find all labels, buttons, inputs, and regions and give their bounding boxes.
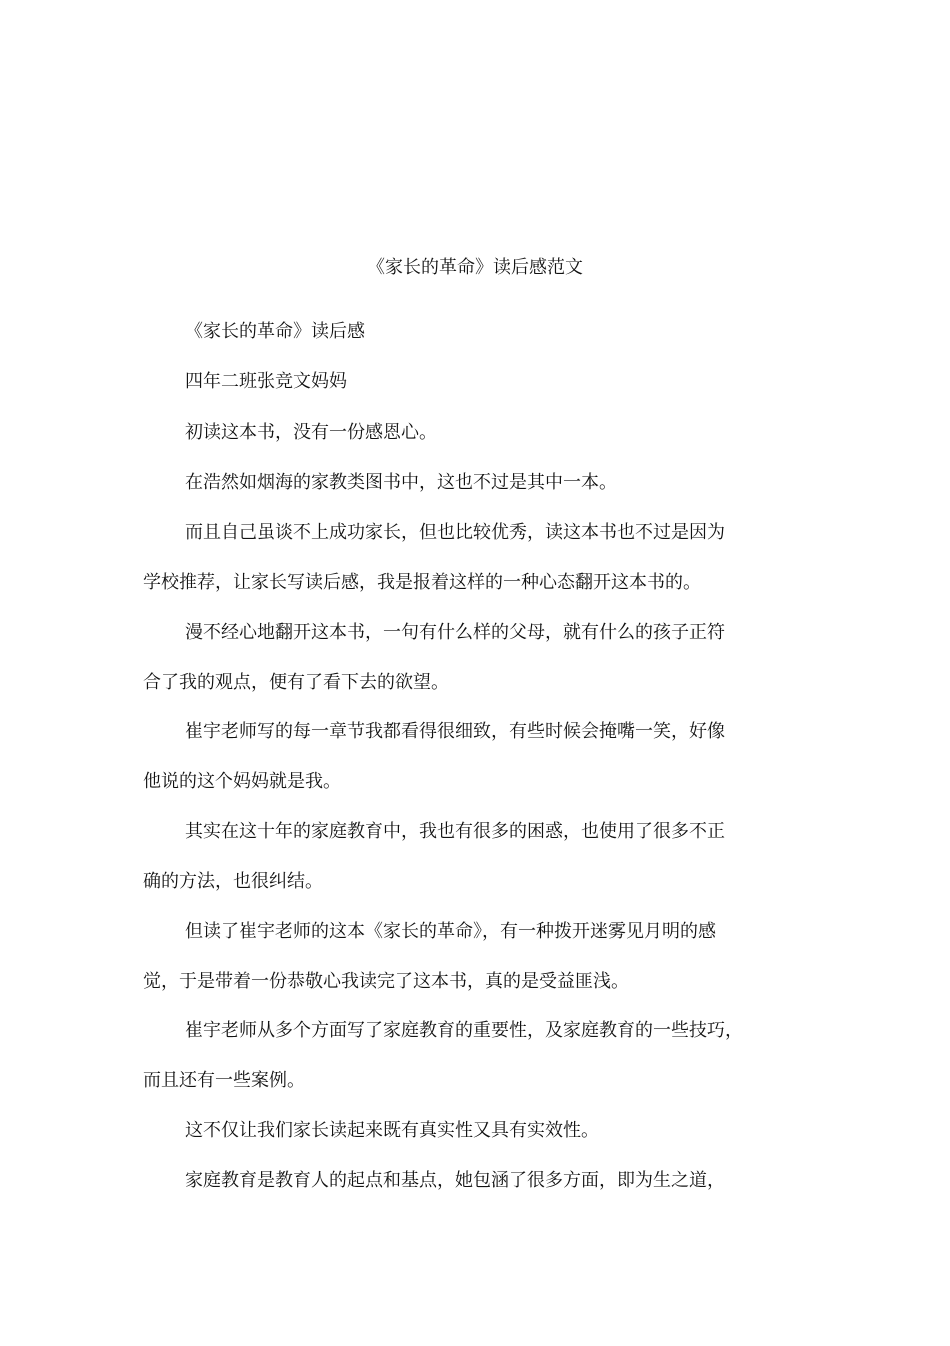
text-line: 崔宇老师写的每一章节我都看得很细致，有些时候会掩嘴一笑，好像	[185, 721, 725, 742]
text-line: 但读了崔宇老师的这本《家长的革命》，有一种拨开迷雾见月明的感	[185, 921, 716, 942]
text-line: 初读这本书，没有一份感恩心。	[185, 422, 437, 443]
text-line: 家庭教育是教育人的起点和基点，她包涵了很多方面，即为生之道，	[185, 1170, 725, 1191]
text-line: 他说的这个妈妈就是我。	[143, 771, 341, 792]
text-line: 学校推荐，让家长写读后感，我是报着这样的一种心态翻开这本书的。	[143, 572, 701, 593]
text-line: 崔宇老师从多个方面写了家庭教育的重要性，及家庭教育的一些技巧，	[185, 1020, 743, 1041]
document-title: 《家长的革命》读后感范文	[367, 257, 583, 278]
text-line: 四年二班张竞文妈妈	[185, 371, 347, 392]
text-line: 确的方法，也很纠结。	[143, 871, 323, 892]
text-line: 在浩然如烟海的家教类图书中，这也不过是其中一本。	[185, 472, 617, 493]
text-line: 漫不经心地翻开这本书，一句有什么样的父母，就有什么的孩子正符	[185, 622, 725, 643]
text-line: 其实在这十年的家庭教育中，我也有很多的困惑，也使用了很多不正	[185, 821, 725, 842]
text-line: 而且还有一些案例。	[143, 1070, 305, 1091]
text-line: 这不仅让我们家长读起来既有真实性又具有实效性。	[185, 1120, 599, 1141]
text-line: 合了我的观点，便有了看下去的欲望。	[143, 672, 449, 693]
text-line: 而且自己虽谈不上成功家长，但也比较优秀，读这本书也不过是因为	[185, 522, 725, 543]
text-line: 《家长的革命》读后感	[185, 321, 365, 342]
text-line: 觉，于是带着一份恭敬心我读完了这本书，真的是受益匪浅。	[143, 971, 629, 992]
